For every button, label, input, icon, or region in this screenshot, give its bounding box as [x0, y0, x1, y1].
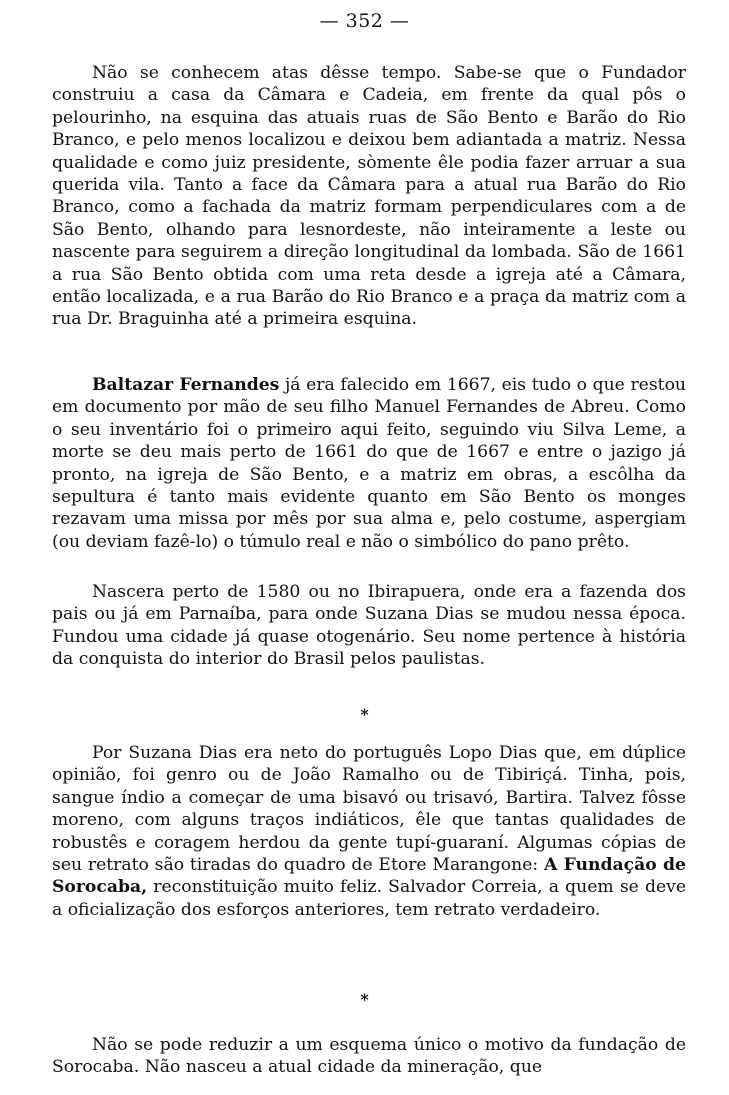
section-separator-1: * — [360, 705, 369, 724]
section-separator-2: * — [360, 990, 369, 1009]
paragraph-1-text: Não se conhecem atas dêsse tempo. Sabe-se que o Fundador construiu a casa da Câmara e Cadeia, em frente da qual pôs o pelourinho, na esquina das atuais ruas de São Bento e Barão do Rio Branco, e pelo menos localizou e deixou bem adiantada a matriz. Nessa qualidade e como juiz presidente, sòmente êle podia fazer arruar a sua querida vila. Tanto a face da Câmara para a atual rua Barão do Rio Branco, como a fachada da matriz formam perpendiculares com a de São Bento, olhando para lesnordeste, não inteiramente a leste ou nascente para seguirem a direção longitudinal da lombada. São de 1661 a rua São Bento obtida com uma reta desde a igreja até a Câmara, então localizada, e a rua Barão do Rio Branco e a praça da matriz com a rua Dr. Braguinha até a primeira esquina. — [52, 63, 686, 330]
paragraph-2-lead-name: Baltazar Fernandes — [92, 375, 280, 395]
paragraph-4-body-start: Por Suzana Dias era neto do português Lopo Dias que, em dúplice opinião, foi genro ou de João Ramalho ou de Tibiriçá. Tinha, pois, sangue índio a começar de uma bisavó ou trisavó, Bartira. Talvez fôsse moreno, com alguns traços indiáticos, êle que tantas qualidades de robustês e coragem herdou da gente tupí-guaraní. Algumas cópias de seu retrato são tiradas do quadro de Etore Marangone: — [52, 743, 686, 876]
paragraph-3-text: Nascera perto de 1580 ou no Ibirapuera, onde era a fazenda dos pais ou já em Parnaíba, para onde Suzana Dias se mudou nessa época. Fundou uma cidade já quase otogenário. Seu nome pertence à história da conquista do interior do Brasil pelos paulistas. — [52, 582, 686, 670]
page-number: — 352 — — [319, 10, 410, 32]
paragraph-3 — [52, 581, 686, 671]
paragraph-2 — [52, 374, 686, 553]
paragraph-4-body-end: reconstituição muito feliz. Salvador Correia, a quem se deve a oficialização dos esforços anteriores, tem retrato verdadeiro. — [52, 877, 686, 920]
painting-title: A Fundação de Sorocaba, — [52, 855, 686, 898]
paragraph-1 — [52, 62, 686, 331]
paragraph-4 — [52, 742, 686, 921]
paragraph-2-text — [52, 374, 686, 553]
paragraph-5-text: Não se pode reduzir a um esquema único o motivo da fundação de Sorocaba. Não nasceu a atual cidade da mineração, que — [52, 1035, 686, 1078]
paragraph-4-text — [52, 742, 686, 921]
paragraph-2-body: já era falecido em 1667, eis tudo o que restou em documento por mão de seu filho Manuel Fernandes de Abreu. Como o seu inventário foi o primeiro aqui feito, seguindo viu Silva Leme, a morte se deu mais perto de 1661 do que de 1667 e entre o jazigo já pronto, na igreja de São Bento, e a matriz em obras, a escôlha da sepultura é tanto mais evidente quanto em São Bento os monges rezavam uma missa por mês por sua alma e, pelo costume, aspergiam (ou deviam fazê-lo) o túmulo real e não o simbólico do pano prêto. — [52, 375, 686, 552]
paragraph-5 — [52, 1034, 686, 1079]
